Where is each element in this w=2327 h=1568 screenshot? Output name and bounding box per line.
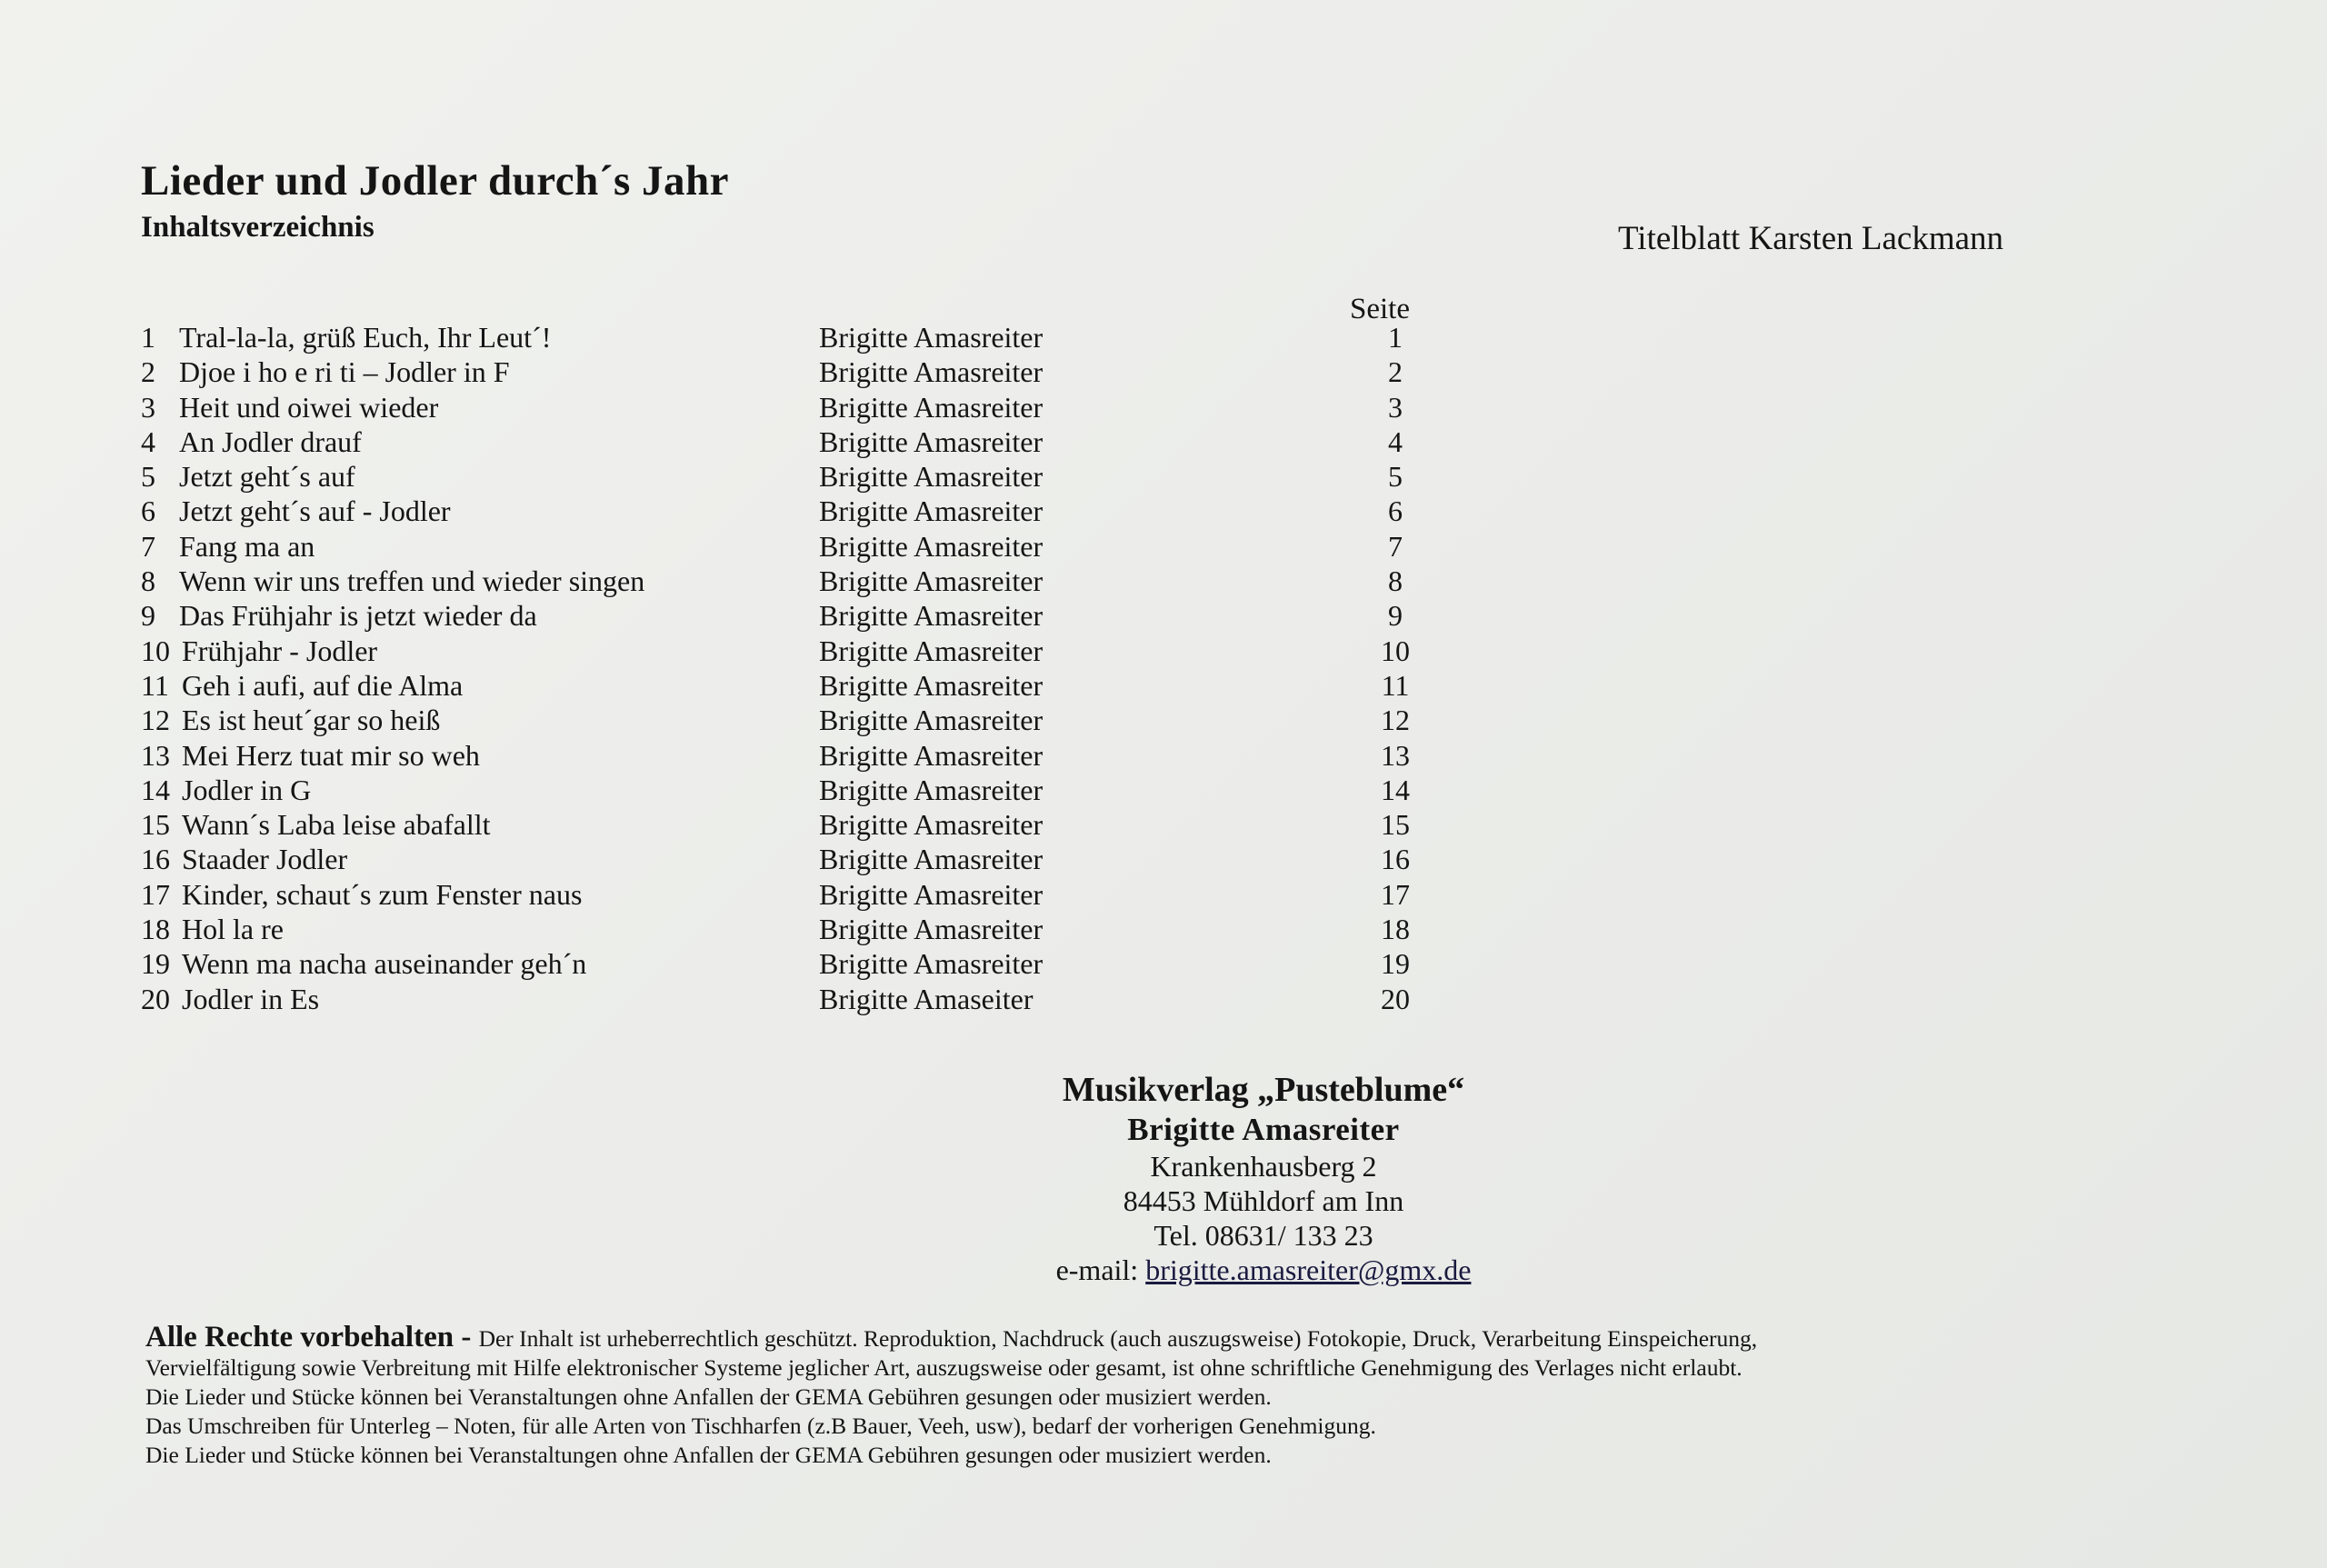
toc-page-number: 20 <box>1381 982 1410 1015</box>
toc-row <box>141 877 1459 912</box>
toc-song-title: Jodler in G <box>182 773 312 806</box>
toc-page-number: 10 <box>1381 634 1410 667</box>
toc-song-title: An Jodler drauf <box>179 424 362 458</box>
toc-number: 3 <box>141 390 155 424</box>
toc-row <box>141 564 1459 598</box>
toc-row <box>141 807 1459 842</box>
toc-page-number: 9 <box>1388 599 1403 633</box>
toc-page-number: 6 <box>1388 494 1403 528</box>
toc-song-title: Wann´s Laba leise abafallt <box>182 808 491 842</box>
toc-number: 9 <box>141 599 155 633</box>
toc-page-number: 5 <box>1388 460 1403 494</box>
rights-heading: Alle Rechte vorbehalten - <box>145 1321 479 1353</box>
toc-page-number: 16 <box>1381 843 1410 876</box>
toc-row <box>141 494 1459 528</box>
toc-page-number: 13 <box>1381 738 1410 772</box>
toc-author: Brigitte Amasreiter <box>819 599 1044 633</box>
rights-line-2: Vervielfältigung sowie Verbreitung mit Hilfe elektronischer Systeme jeglicher Art, auszugsweise oder gesamt, ist ohne schriftliche Genehmigung des Verlages nicht erlaubt. <box>145 1354 1743 1381</box>
toc-song-title: Frühjahr - Jodler <box>182 634 378 667</box>
toc-author: Brigitte Amasreiter <box>819 634 1044 667</box>
toc-song-title: Mei Herz tuat mir so weh <box>182 738 480 772</box>
rights-line-4: Das Umschreiben für Unterleg – Noten, für alle Arten von Tischharfen (z.B Bauer, Veeh, usw), bedarf der vorherigen Genehmigung. <box>145 1413 1376 1439</box>
toc-author: Brigitte Amasreiter <box>819 843 1044 876</box>
toc-number: 18 <box>141 913 170 946</box>
toc-row <box>141 459 1459 494</box>
toc-page-number: 1 <box>1388 321 1403 354</box>
toc-song-title: Fang ma an <box>179 529 315 563</box>
page-column-header: Seite <box>1350 293 1410 325</box>
toc-author: Brigitte Amasreiter <box>819 390 1044 424</box>
rights-line-3: Die Lieder und Stücke können bei Veranstaltungen ohne Anfallen der GEMA Gebühren gesungen oder musiziert werden. <box>145 1383 1272 1410</box>
toc-author: Brigitte Amasreiter <box>819 355 1044 389</box>
toc-page-number: 14 <box>1381 773 1410 806</box>
table-of-contents <box>141 320 1459 1016</box>
toc-author: Brigitte Amasreiter <box>819 321 1044 354</box>
publisher-owner: Brigitte Amasreiter <box>1127 1112 1400 1147</box>
toc-row <box>141 738 1459 773</box>
toc-song-title: Es ist heut´gar so heiß <box>182 704 441 737</box>
toc-author: Brigitte Amasreiter <box>819 947 1044 981</box>
toc-page-number: 19 <box>1381 947 1410 981</box>
toc-song-title: Heit und oiwei wieder <box>179 390 439 424</box>
toc-number: 5 <box>141 460 155 494</box>
toc-number: 11 <box>141 668 169 702</box>
toc-number: 13 <box>141 738 170 772</box>
toc-row <box>141 946 1459 981</box>
toc-page-number: 11 <box>1381 668 1410 702</box>
toc-number: 10 <box>141 634 170 667</box>
toc-row <box>141 982 1459 1016</box>
toc-row <box>141 773 1459 807</box>
toc-number: 2 <box>141 355 155 389</box>
publisher-email-line <box>818 1253 1709 1287</box>
toc-page-number: 15 <box>1381 808 1410 842</box>
toc-number: 17 <box>141 877 170 911</box>
toc-song-title: Geh i aufi, auf die Alma <box>182 668 464 702</box>
toc-song-title: Djoe i ho e ri ti – Jodler in F <box>179 355 510 389</box>
toc-song-title: Wenn ma nacha auseinander geh´n <box>182 947 587 981</box>
toc-song-title: Hol la re <box>182 913 284 946</box>
toc-author: Brigitte Amasreiter <box>819 704 1044 737</box>
toc-number: 12 <box>141 704 170 737</box>
toc-author: Brigitte Amasreiter <box>819 564 1044 598</box>
toc-row <box>141 842 1459 876</box>
cover-credit: Titelblatt Karsten Lackmann <box>1618 220 2004 257</box>
toc-page-number: 17 <box>1381 877 1410 911</box>
toc-song-title: Staader Jodler <box>182 843 348 876</box>
toc-row <box>141 668 1459 703</box>
publisher-email-label: e-mail: <box>1055 1253 1146 1286</box>
toc-row <box>141 912 1459 946</box>
toc-row <box>141 634 1459 668</box>
toc-row <box>141 355 1459 389</box>
publisher-city: 84453 Mühldorf am Inn <box>1123 1184 1404 1217</box>
document-title: Lieder und Jodler durch´s Jahr <box>141 157 729 205</box>
rights-line-5: Die Lieder und Stücke können bei Veranstaltungen ohne Anfallen der GEMA Gebühren gesungen oder musiziert werden. <box>145 1442 1272 1468</box>
toc-page-number: 12 <box>1381 704 1410 737</box>
toc-song-title: Jetzt geht´s auf <box>179 460 355 494</box>
toc-number: 8 <box>141 564 155 598</box>
toc-page-number: 4 <box>1388 424 1403 458</box>
toc-number: 1 <box>141 321 155 354</box>
rights-line-1 <box>145 1323 2236 1353</box>
toc-author: Brigitte Amasreiter <box>819 460 1044 494</box>
publisher-block <box>818 1069 1709 1287</box>
publisher-street: Krankenhausberg 2 <box>1150 1150 1377 1183</box>
toc-page-number: 18 <box>1381 913 1410 946</box>
toc-number: 14 <box>141 773 170 806</box>
toc-number: 16 <box>141 843 170 876</box>
toc-page-number: 7 <box>1388 529 1403 563</box>
toc-author: Brigitte Amasreiter <box>819 529 1044 563</box>
publisher-name: Musikverlag „Pusteblume“ <box>1062 1071 1465 1109</box>
toc-author: Brigitte Amasreiter <box>819 668 1044 702</box>
toc-row <box>141 390 1459 424</box>
toc-author: Brigitte Amasreiter <box>819 738 1044 772</box>
toc-author: Brigitte Amasreiter <box>819 808 1044 842</box>
toc-song-title: Jodler in Es <box>182 982 320 1015</box>
toc-number: 7 <box>141 529 155 563</box>
toc-page-number: 2 <box>1388 355 1403 389</box>
toc-row <box>141 703 1459 737</box>
rights-notice <box>145 1323 2236 1470</box>
toc-author: Brigitte Amasreiter <box>819 424 1044 458</box>
toc-number: 20 <box>141 982 170 1015</box>
toc-author: Brigitte Amasreiter <box>819 494 1044 528</box>
publisher-email-link[interactable]: brigitte.amasreiter@gmx.de <box>1145 1253 1472 1286</box>
rights-line-1-text: Der Inhalt ist urheberrechtlich geschützt. Reproduktion, Nachdruck (auch auszugsweise) Fotokopie, Druck, Verarbeitung Einspeicherung, <box>478 1325 1758 1352</box>
toc-row <box>141 529 1459 564</box>
toc-author: Brigitte Amasreiter <box>819 913 1044 946</box>
toc-song-title: Jetzt geht´s auf - Jodler <box>179 494 451 528</box>
toc-song-title: Das Frühjahr is jetzt wieder da <box>179 599 537 633</box>
toc-number: 4 <box>141 424 155 458</box>
toc-row <box>141 424 1459 459</box>
toc-author: Brigitte Amasreiter <box>819 773 1044 806</box>
toc-number: 15 <box>141 808 170 842</box>
toc-number: 19 <box>141 947 170 981</box>
toc-row <box>141 320 1459 355</box>
toc-page-number: 8 <box>1388 564 1403 598</box>
toc-row <box>141 598 1459 633</box>
toc-song-title: Wenn wir uns treffen und wieder singen <box>179 564 645 598</box>
publisher-phone: Tel. 08631/ 133 23 <box>1154 1219 1373 1252</box>
toc-page-number: 3 <box>1388 390 1403 424</box>
toc-number: 6 <box>141 494 155 528</box>
document-subtitle: Inhaltsverzeichnis <box>141 211 375 244</box>
toc-author: Brigitte Amasreiter <box>819 877 1044 911</box>
toc-song-title: Kinder, schaut´s zum Fenster naus <box>182 877 583 911</box>
toc-song-title: Tral-la-la, grüß Euch, Ihr Leut´! <box>179 321 552 354</box>
toc-author: Brigitte Amaseiter <box>819 982 1034 1015</box>
